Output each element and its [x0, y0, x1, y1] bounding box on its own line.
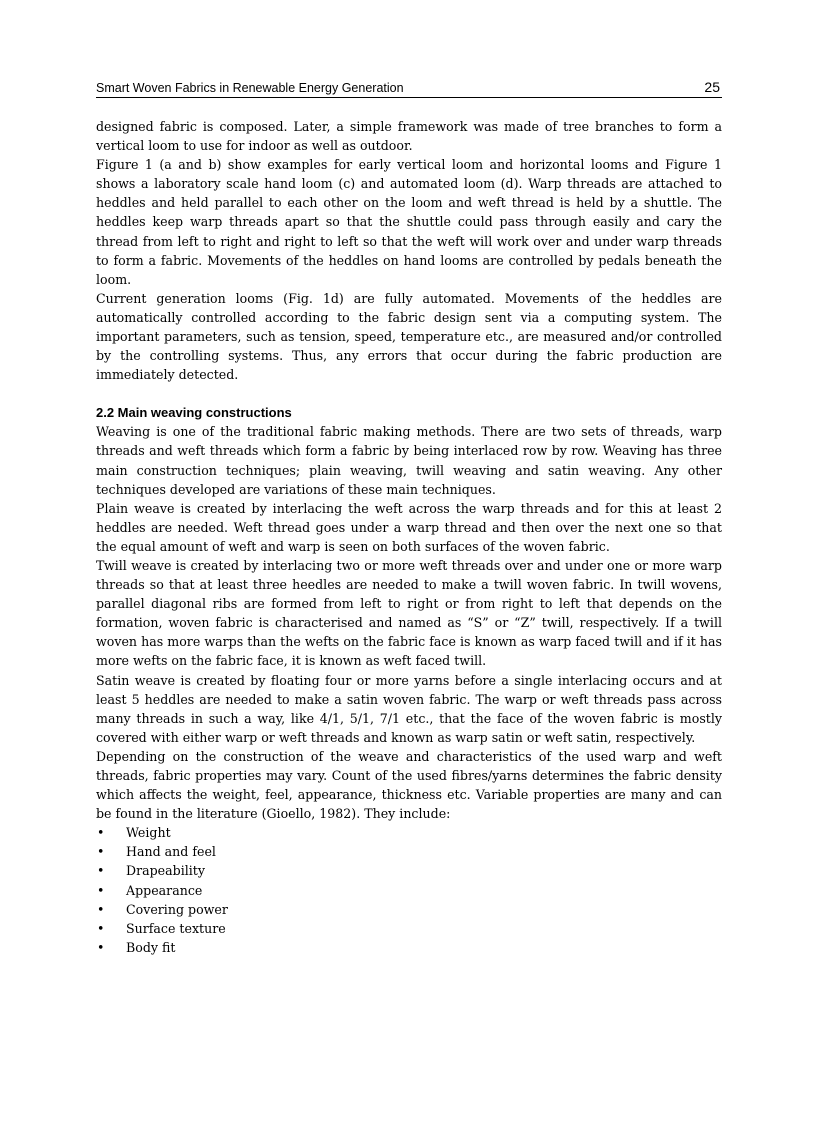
list-item-text: Drapeability	[126, 863, 205, 879]
list-item-text: Covering power	[126, 901, 228, 917]
page-number: 25	[704, 79, 720, 95]
section-heading: 2.2 Main weaving constructions	[96, 405, 292, 421]
list-item	[96, 900, 722, 919]
paragraph: designed fabric is composed. Later, a simple framework was made of tree branches to form a vertical loom to use for indoor as well as outdoor.	[96, 119, 722, 154]
bullet-icon: •	[97, 844, 105, 860]
bullet-icon: •	[97, 825, 105, 841]
running-title: Smart Woven Fabrics in Renewable Energy Generation	[96, 81, 404, 95]
running-header	[96, 79, 722, 98]
paragraph: Twill weave is created by interlacing two or more weft threads over and under one or more warp threads so that at least three heedles are needed to make a twill woven fabric. In twill wovens, parallel diagonal ribs are formed from left to right or from right to left that depends on the formation, woven fabric is characterised and named as “S” or “Z” twill, respectively. If a twill woven has more warps than the wefts on the fabric face is known as warp faced twill and if it has more wefts on the fabric face, it is known as weft faced twill.	[96, 557, 722, 669]
bullet-icon: •	[97, 882, 105, 898]
list-item-text: Hand and feel	[126, 844, 216, 860]
bullet-icon: •	[97, 920, 105, 936]
list-item-text: Appearance	[126, 882, 203, 898]
list-item	[96, 919, 722, 938]
list-item	[96, 881, 722, 900]
bullet-icon: •	[97, 939, 105, 955]
body-text	[96, 117, 722, 957]
paragraph: Weaving is one of the traditional fabric making methods. There are two sets of threads, warp threads and weft threads which form a fabric by being interlaced row by row. Weaving has three main construction techniques; plain weaving, twill weaving and satin weaving. Any other techniques developed are variations of these main techniques.	[96, 424, 722, 497]
bullet-icon: •	[97, 901, 105, 917]
list-item	[96, 823, 722, 842]
paragraph: Figure 1 (a and b) show examples for early vertical loom and horizontal looms and Figure 1 shows a laboratory scale hand loom (c) and automated loom (d). Warp threads are attached to heddles and held parallel to each other on the loom and weft thread is held by a shuttle. The heddles keep warp threads apart so that the shuttle could pass through easily and cary the thread from left to right and right to left so that the weft will work over and under warp threads to form a fabric. Movements of the heddles on hand looms are controlled by pedals beneath the loom.	[96, 157, 722, 287]
paragraph: Depending on the construction of the weave and characteristics of the used warp and weft threads, fabric properties may vary. Count of the used fibres/yarns determines the fabric density which affects the weight, feel, appearance, thickness etc. Variable properties are many and can be found in the literature (Gioello, 1982). They include:	[96, 748, 722, 822]
list-item-text: Surface texture	[126, 920, 226, 936]
paragraph: Satin weave is created by floating four or more yarns before a single interlacing occurs and at least 5 heddles are needed to make a satin woven fabric. The warp or weft threads pass across many threads in such a way, like 4/1, 5/1, 7/1 etc., that the face of the woven fabric is mostly covered with either warp or weft threads and known as warp satin or weft satin, respectively.	[96, 672, 722, 745]
list-item-text: Weight	[126, 825, 171, 841]
property-list	[96, 823, 722, 957]
list-item	[96, 861, 722, 880]
list-item-text: Body fit	[126, 939, 176, 955]
paragraph: Current generation looms (Fig. 1d) are fully automated. Movements of the heddles are automatically controlled according to the fabric design sent via a computing system. The important parameters, such as tension, speed, temperature etc., are measured and/or controlled by the controlling systems. Thus, any errors that occur during the fabric production are immediately detected.	[96, 290, 722, 383]
bullet-icon: •	[97, 863, 105, 879]
list-item	[96, 938, 722, 957]
paragraph: Plain weave is created by interlacing the weft across the warp threads and for this at least 2 heddles are needed. Weft thread goes under a warp thread and then over the next one so that the equal amount of weft and warp is seen on both surfaces of the woven fabric.	[96, 500, 722, 554]
list-item	[96, 842, 722, 861]
